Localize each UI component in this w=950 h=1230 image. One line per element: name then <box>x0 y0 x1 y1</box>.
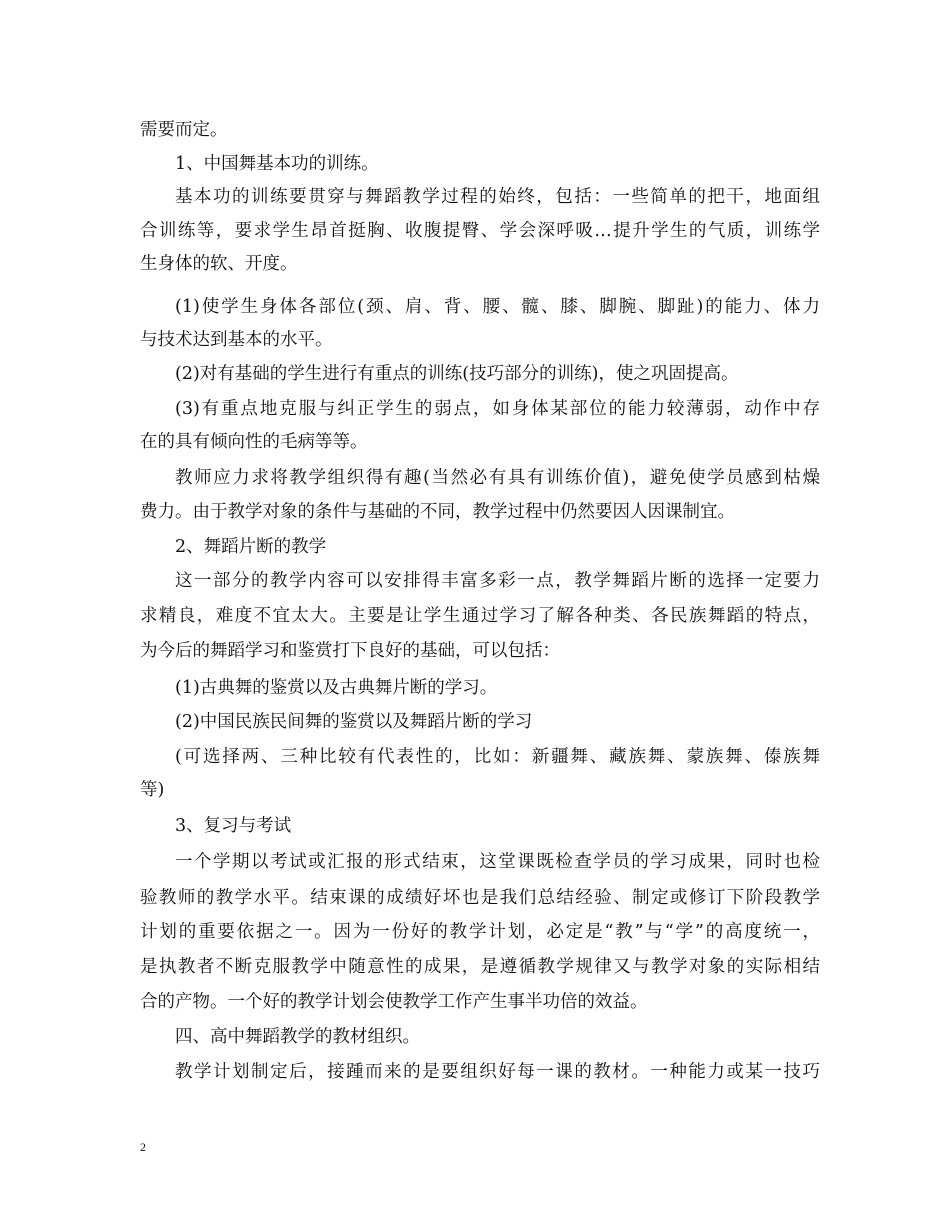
text-line: 基本功的训练要贯穿与舞蹈教学过程的始终，包括：一些简单的把干，地面组 <box>175 187 820 207</box>
text-line: 合的产物。一个好的教学计划会使教学工作产生事半功倍的效益。 <box>140 992 648 1012</box>
text-line: 计划的重要依据之一。因为一份好的教学计划，必定是“教”与“学”的高度统一， <box>140 922 820 942</box>
text-line: 是执教者不断克服教学中随意性的成果，是遵循教学规律又与教学对象的实际相结 <box>140 957 820 977</box>
section-heading: 3、复习与考试 <box>175 816 292 836</box>
text-line: (1)古典舞的鉴赏以及古典舞片断的学习。 <box>175 678 498 698</box>
text-line: 教师应力求将教学组织得有趣(当然必有具有训练价值)，避免使学员感到枯燥 <box>175 468 820 488</box>
text-line: 合训练等，要求学生昂首挺胸、收腹提臀、学会深呼吸…提升学生的气质，训练学 <box>140 221 820 241</box>
text-line: 教学计划制定后，接踵而来的是要组织好每一课的教材。一种能力或某一技巧 <box>175 1062 820 1082</box>
text-line: 生身体的软、开度。 <box>140 254 298 274</box>
text-line: 等) <box>140 780 165 800</box>
text-line: 与技术达到基本的水平。 <box>140 330 333 350</box>
text-line: (2)中国民族民间舞的鉴赏以及舞蹈片断的学习 <box>175 712 533 732</box>
text-line: 在的具有倾向性的毛病等等。 <box>140 432 368 452</box>
text-line: 费力。由于教学对象的条件与基础的不同，教学过程中仍然要因人因课制宜。 <box>140 502 735 522</box>
text-line: 验教师的教学水平。结束课的成绩好坏也是我们总结经验、制定或修订下阶段教学 <box>140 888 820 908</box>
text-line: (可选择两、三种比较有代表性的，比如：新疆舞、藏族舞、蒙族舞、傣族舞 <box>175 747 820 767</box>
text-line: (3)有重点地克服与纠正学生的弱点，如身体某部位的能力较薄弱，动作中存 <box>175 399 820 419</box>
text-line: 这一部分的教学内容可以安排得丰富多彩一点，教学舞蹈片断的选择一定要力 <box>175 571 820 591</box>
section-heading: 2、舞蹈片断的教学 <box>175 537 327 557</box>
text-line: 一个学期以考试或汇报的形式结束，这堂课既检查学员的学习成果，同时也检 <box>175 852 820 872</box>
page-number: 2 <box>140 1140 146 1154</box>
text-line: (1)使学生身体各部位(颈、肩、背、腰、髋、膝、脚腕、脚趾)的能力、体力 <box>175 297 820 317</box>
text-line: 求精良，难度不宜太大。主要是让学生通过学习了解各种类、各民族舞蹈的特点， <box>140 606 820 626</box>
text-line: 为今后的舞蹈学习和鉴赏打下良好的基础，可以包括： <box>140 641 560 661</box>
section-heading: 1、中国舞基本功的训练。 <box>175 154 379 174</box>
text-line: 需要而定。 <box>140 120 228 140</box>
section-heading: 四、高中舞蹈教学的教材组织。 <box>175 1027 420 1047</box>
text-line: (2)对有基础的学生进行有重点的训练(技巧部分的训练)，使之巩固提高。 <box>175 364 739 384</box>
